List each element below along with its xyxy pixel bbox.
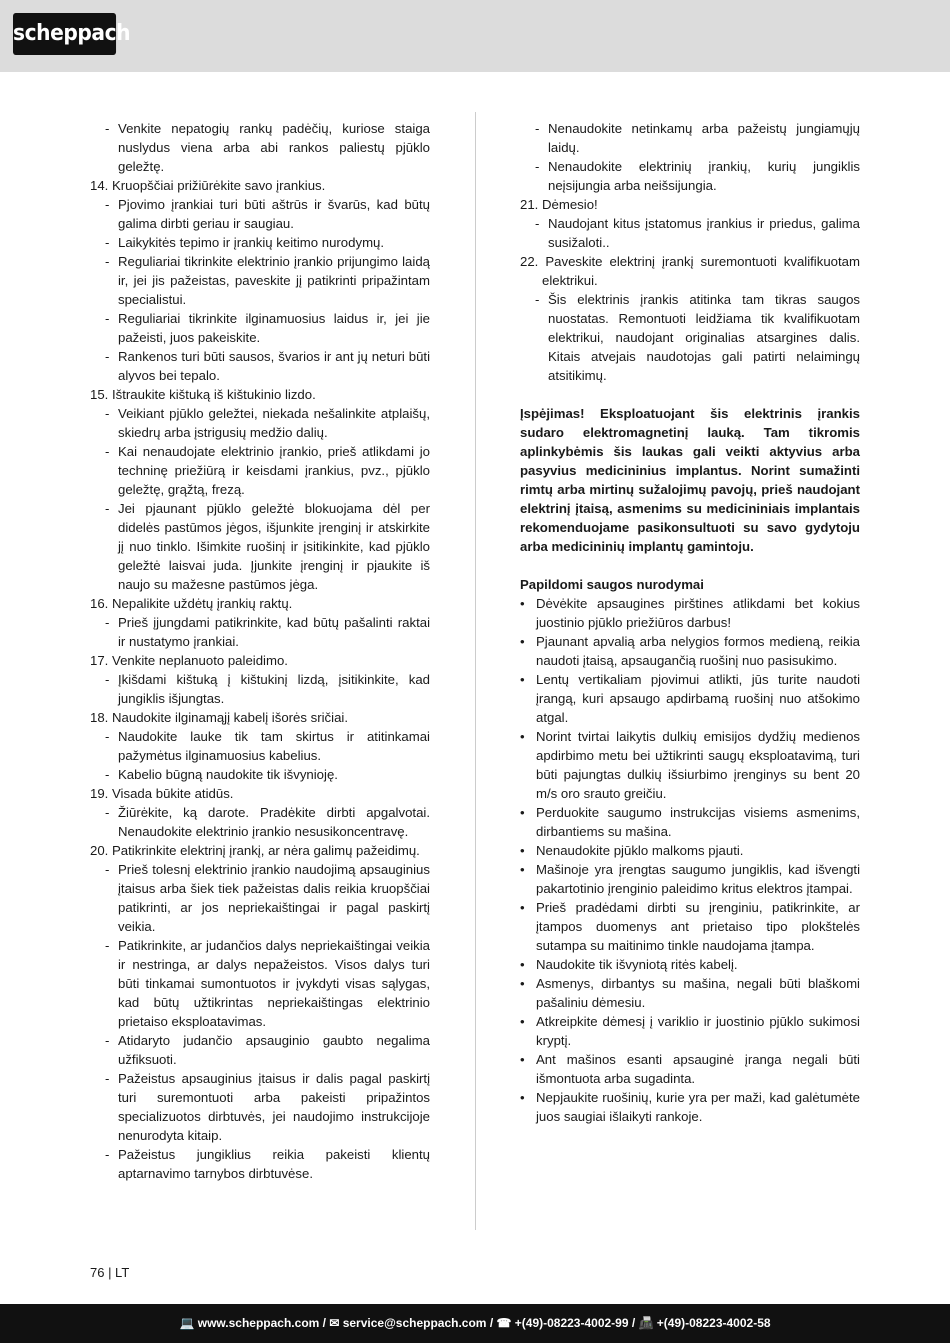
numbered-heading: 14. Kruopščiai prižiūrėkite savo įrankius. [90, 178, 326, 193]
right-column [520, 119, 860, 1126]
dash-item: - Šis elektrinis įrankis atitinka tam tikras saugos nuostatas. Remontuoti leidžiama tik kvalifikuotam elektrikui, naudojant originalias atsargines dalis. Kitais atvejais naudotojas gali patirti nelaimingų atsitikimų. [520, 290, 860, 385]
dash-item: - Nenaudokite elektrinių įrankių, kurių jungiklis neįsijungia arba neišsijungia. [520, 157, 860, 195]
column-divider [475, 112, 476, 1230]
dash-item: - Žiūrėkite, ką darote. Pradėkite dirbti apgalvotai. Nenaudokite elektrinio įrankio nesusikoncentravę. [90, 803, 430, 841]
dash-item: - Įkišdami kištuką į kištukinį lizdą, įsitikinkite, kad jungiklis išjungtas. [90, 670, 430, 708]
scheppach-logo: scheppach [13, 13, 116, 55]
bullet-item: • Prieš pradėdami dirbti su įrenginiu, patikrinkite, ar įtampos duomenys ant prietaiso tipo plokštelės sutampa su maitinimo tinkle naudojama įtampa. [520, 898, 860, 955]
bullet-item: • Asmenys, dirbantys su mašina, negali būti blaškomi pašaliniu dėmesiu. [520, 974, 860, 1012]
dash-item: - Prieš įjungdami patikrinkite, kad būtų pašalinti raktai ir nustatymo įrankiai. [90, 613, 430, 651]
page-number: 76 | LT [90, 1265, 130, 1280]
bullet-item: • Pjaunant apvalią arba nelygios formos medieną, reikia naudoti įtaisą, apsaugančią ruošinį nuo pasisukimo. [520, 632, 860, 670]
numbered-heading: 18. Naudokite ilginamąjį kabelį išorės sričiai. [90, 710, 349, 725]
bullet-item: • Lentų vertikaliam pjovimui atlikti, jūs turite naudoti įrangą, kuri apsaugo apdirbamą ruošinį nuo atšokimo atgal. [520, 670, 860, 727]
bullet-item: • Norint tvirtai laikytis dulkių emisijos dydžių medienos apdirbimo metu bei užtikrinti saugų eksploatavimą, turi būti pajungtas dulkių išsiurbimo įrenginys su bent 20 m/s oro srauto greičiu. [520, 727, 860, 803]
bullet-item: • Perduokite saugumo instrukcijas visiems asmenims, dirbantiems su mašina. [520, 803, 860, 841]
additional-safety-heading: Papildomi saugos nurodymai [520, 577, 704, 592]
bullet-item: • Naudokite tik išvyniotą ritės kabelį. [520, 955, 860, 974]
bullet-item: • Nenaudokite pjūklo malkoms pjauti. [520, 841, 860, 860]
warning-paragraph: Įspėjimas! Eksploatuojant šis elektrinis įrankis sudaro elektromagnetinį lauką. Tam tikromis aplinkybėmis šis laukas gali veikti aktyvius arba pasyvius medicininius implantus. Norint sumažinti rimtų arba mirtinų sužalojimų pavojų, prieš naudojant elektrinį įtaisą, asmenims su medicininiais implantais rekomenduojame pasikonsultuoti su savo gydytoju arba medicininių implantų gamintoju. [520, 406, 860, 554]
dash-item: - Pažeistus apsauginius įtaisus ir dalis pagal paskirtį turi suremontuoti arba pakeisti pripažintos specializuotos dirbtuvės, jei naudojimo instrukcijoje nenurodyta kitaip. [90, 1069, 430, 1145]
dash-item: - Kabelio būgną naudokite tik išvynioję. [90, 765, 430, 784]
dash-item: - Naudojant kitus įstatomus įrankius ir priedus, galima susižaloti.. [520, 214, 860, 252]
dash-item: - Nenaudokite netinkamų arba pažeistų jungiamųjų laidų. [520, 119, 860, 157]
bullet-item: • Ant mašinos esanti apsauginė įranga negali būti išmontuota arba sugadinta. [520, 1050, 860, 1088]
dash-item: - Veikiant pjūklo geležtei, niekada nešalinkite atplaišų, skiedrų arba įstrigusių medžio dalių. [90, 404, 430, 442]
page-header [0, 0, 950, 72]
bullet-item: • Atkreipkite dėmesį į variklio ir juostinio pjūklo sukimosi kryptį. [520, 1012, 860, 1050]
dash-item: - Venkite nepatogių rankų padėčių, kuriose staiga nuslydus viena arba abi rankos paliestų pjūklo geležtę. [90, 119, 430, 176]
bullet-item: • Nepjaukite ruošinių, kurie yra per maži, kad galėtumėte juos saugiai išlaikyti rankoje. [520, 1088, 860, 1126]
numbered-heading: 16. Nepalikite uždėtų įrankių raktų. [90, 596, 293, 611]
numbered-heading: 15. Ištraukite kištuką iš kištukinio lizdo. [90, 387, 316, 402]
numbered-heading: 21. Dėmesio! [520, 197, 598, 212]
dash-item: - Reguliariai tikrinkite ilginamuosius laidus ir, jei jie pažeisti, juos pakeiskite. [90, 309, 430, 347]
dash-item: - Pažeistus jungiklius reikia pakeisti klientų aptarnavimo tarnybos dirbtuvėse. [90, 1145, 430, 1183]
dash-item: - Kai nenaudojate elektrinio įrankio, prieš atlikdami jo techninę priežiūrą ir keisdami įrankius, pvz., pjūklo geležtę, grąžtą, frezą. [90, 442, 430, 499]
dash-item: - Pjovimo įrankiai turi būti aštrūs ir švarūs, kad būtų galima dirbti geriau ir saugiau. [90, 195, 430, 233]
bullet-item: • Dėvėkite apsaugines pirštines atlikdami bet kokius juostinio pjūklo priežiūros darbus! [520, 594, 860, 632]
numbered-heading: 19. Visada būkite atidūs. [90, 786, 234, 801]
numbered-heading: 22. Paveskite elektrinį įrankį suremontuoti kvalifikuotam elektrikui. [520, 254, 860, 288]
bullet-item: • Mašinoje yra įrengtas saugumo jungiklis, kad išvengti pakartotinio įrenginio paleidimo kritus elektros įtampai. [520, 860, 860, 898]
left-column [90, 119, 430, 1183]
right-column-items [520, 119, 860, 385]
dash-item: - Laikykitės tepimo ir įrankių keitimo nurodymų. [90, 233, 430, 252]
dash-item: - Prieš tolesnį elektrinio įrankio naudojimą apsauginius įtaisus arba šiek tiek pažeistas dalis reikia kruopščiai patikrinti, ar jos nepriekaištingai ir pagal paskirtį veikia. [90, 860, 430, 936]
numbered-heading: 20. Patikrinkite elektrinį įrankį, ar nėra galimų pažeidimų. [90, 843, 420, 858]
dash-item: - Atidaryto judančio apsauginio gaubto negalima užfiksuoti. [90, 1031, 430, 1069]
dash-item: - Patikrinkite, ar judančios dalys nepriekaištingai veikia ir nestringa, ar dalys nepažeistos. Visos dalys turi būti tinkamai sumontuotos ir įvykdyti visas sąlygas, kad būtų užtikrintas nepriekaištingas elektrinio prietaiso eksploatavimas. [90, 936, 430, 1031]
additional-safety-list [520, 594, 860, 1126]
numbered-heading: 17. Venkite neplanuoto paleidimo. [90, 653, 288, 668]
dash-item: - Naudokite lauke tik tam skirtus ir atitinkamai pažymėtus ilginamuosius kabelius. [90, 727, 430, 765]
footer-contact-bar: 💻 www.scheppach.com / ✉ service@scheppach.com / ☎ +(49)-08223-4002-99 / 📠 +(49)-08223-4002-58 [0, 1304, 950, 1343]
dash-item: - Reguliariai tikrinkite elektrinio įrankio prijungimo laidą ir, jei jis pažeistas, paveskite jį patikrinti pripažintam specialistui. [90, 252, 430, 309]
dash-item: - Rankenos turi būti sausos, švarios ir ant jų neturi būti alyvos bei tepalo. [90, 347, 430, 385]
dash-item: - Jei pjaunant pjūklo geležtė blokuojama dėl per didelės pastūmos jėgos, išjunkite įrenginį ir atskirkite jį nuo tinklo. Išimkite ruošinį ir įsitikinkite, kad pjūklo geležtė laisvai juda. Įjunkite įrenginį ir pjaukite iš naujo su mažesne pastūmos jėga. [90, 499, 430, 594]
